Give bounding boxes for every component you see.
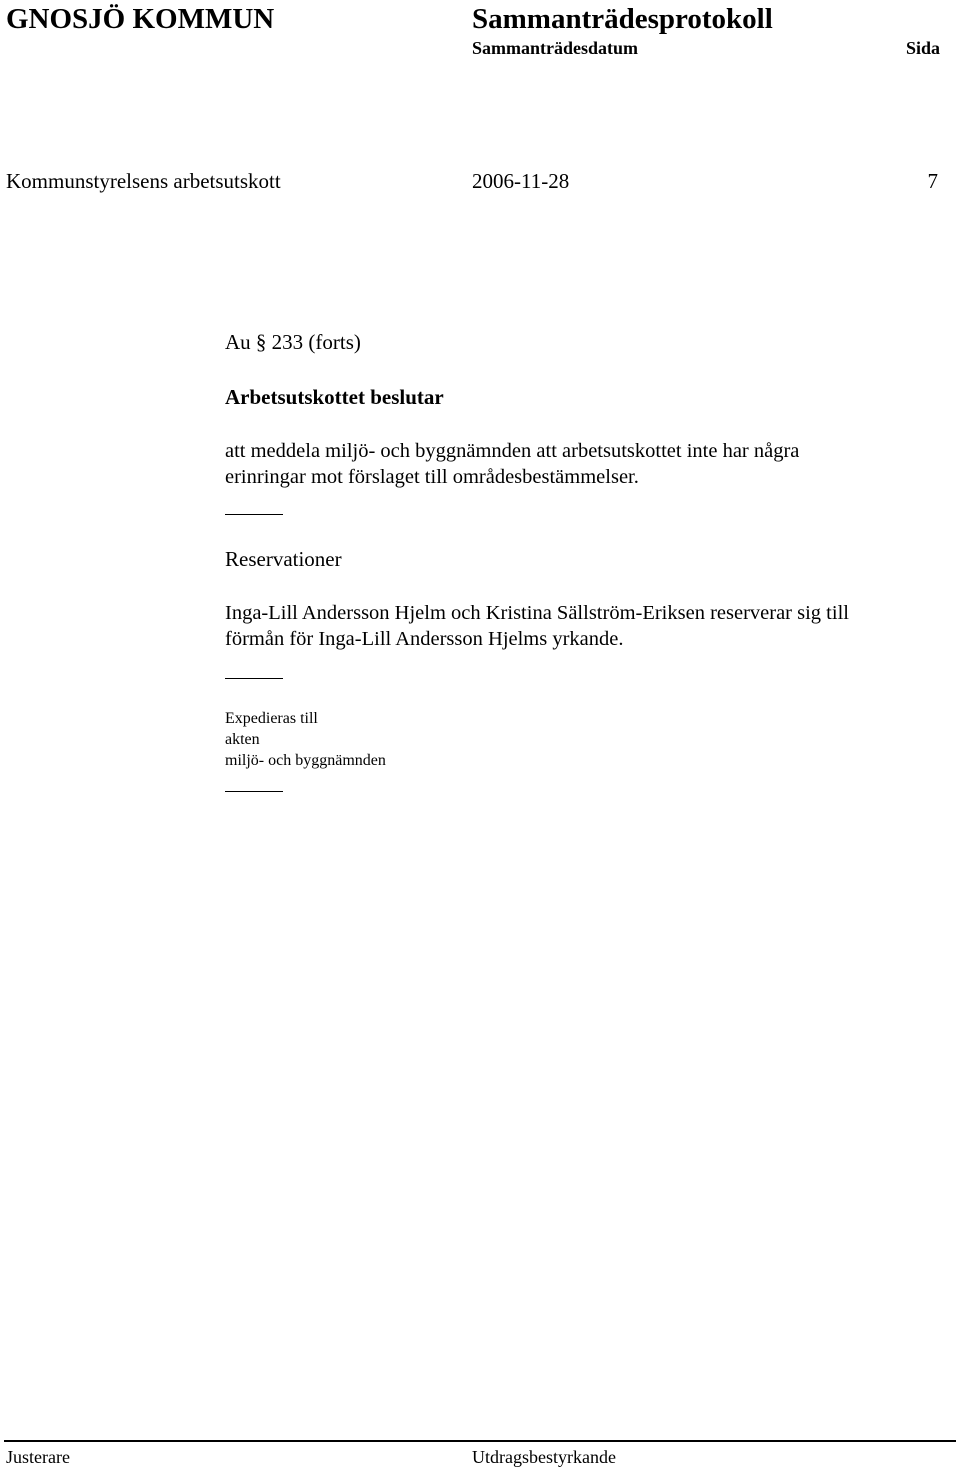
municipality-name: GNOSJÖ KOMMUN — [6, 3, 275, 35]
footer-utdragsbestyrkande: Utdragsbestyrkande — [472, 1447, 616, 1467]
page-number: 7 — [927, 169, 938, 193]
meeting-date: 2006-11-28 — [472, 169, 570, 193]
footer-rule — [4, 1440, 956, 1442]
section-divider — [225, 514, 283, 515]
reservation-line: förmån för Inga-Lill Andersson Hjelms yrkande. — [225, 628, 624, 650]
footer-justerare: Justerare — [6, 1447, 70, 1467]
reservations-text — [225, 600, 849, 652]
decision-line: att meddela miljö- och byggnämnden att arbetsutskottet inte har några — [225, 440, 800, 462]
decision-heading: Arbetsutskottet beslutar — [225, 385, 444, 409]
section-reference: Au § 233 (forts) — [225, 330, 361, 354]
decision-line: erinringar mot förslaget till områdesbestämmelser. — [225, 466, 639, 488]
page-label: Sida — [905, 38, 940, 58]
document-title: Sammanträdesprotokoll — [472, 3, 773, 35]
reservations-heading: Reservationer — [225, 547, 342, 571]
reservation-line: Inga-Lill Andersson Hjelm och Kristina Sällström-Eriksen reserverar sig till — [225, 602, 849, 624]
section-divider — [225, 678, 283, 679]
distribution-list — [225, 708, 386, 771]
distribution-recipient: akten — [225, 731, 260, 748]
committee-name: Kommunstyrelsens arbetsutskott — [6, 169, 281, 193]
section-divider — [225, 791, 283, 792]
distribution-recipient: miljö- och byggnämnden — [225, 752, 386, 769]
meeting-date-label: Sammanträdesdatum — [472, 38, 639, 58]
distribution-title: Expedieras till — [225, 710, 318, 727]
decision-text — [225, 438, 799, 490]
